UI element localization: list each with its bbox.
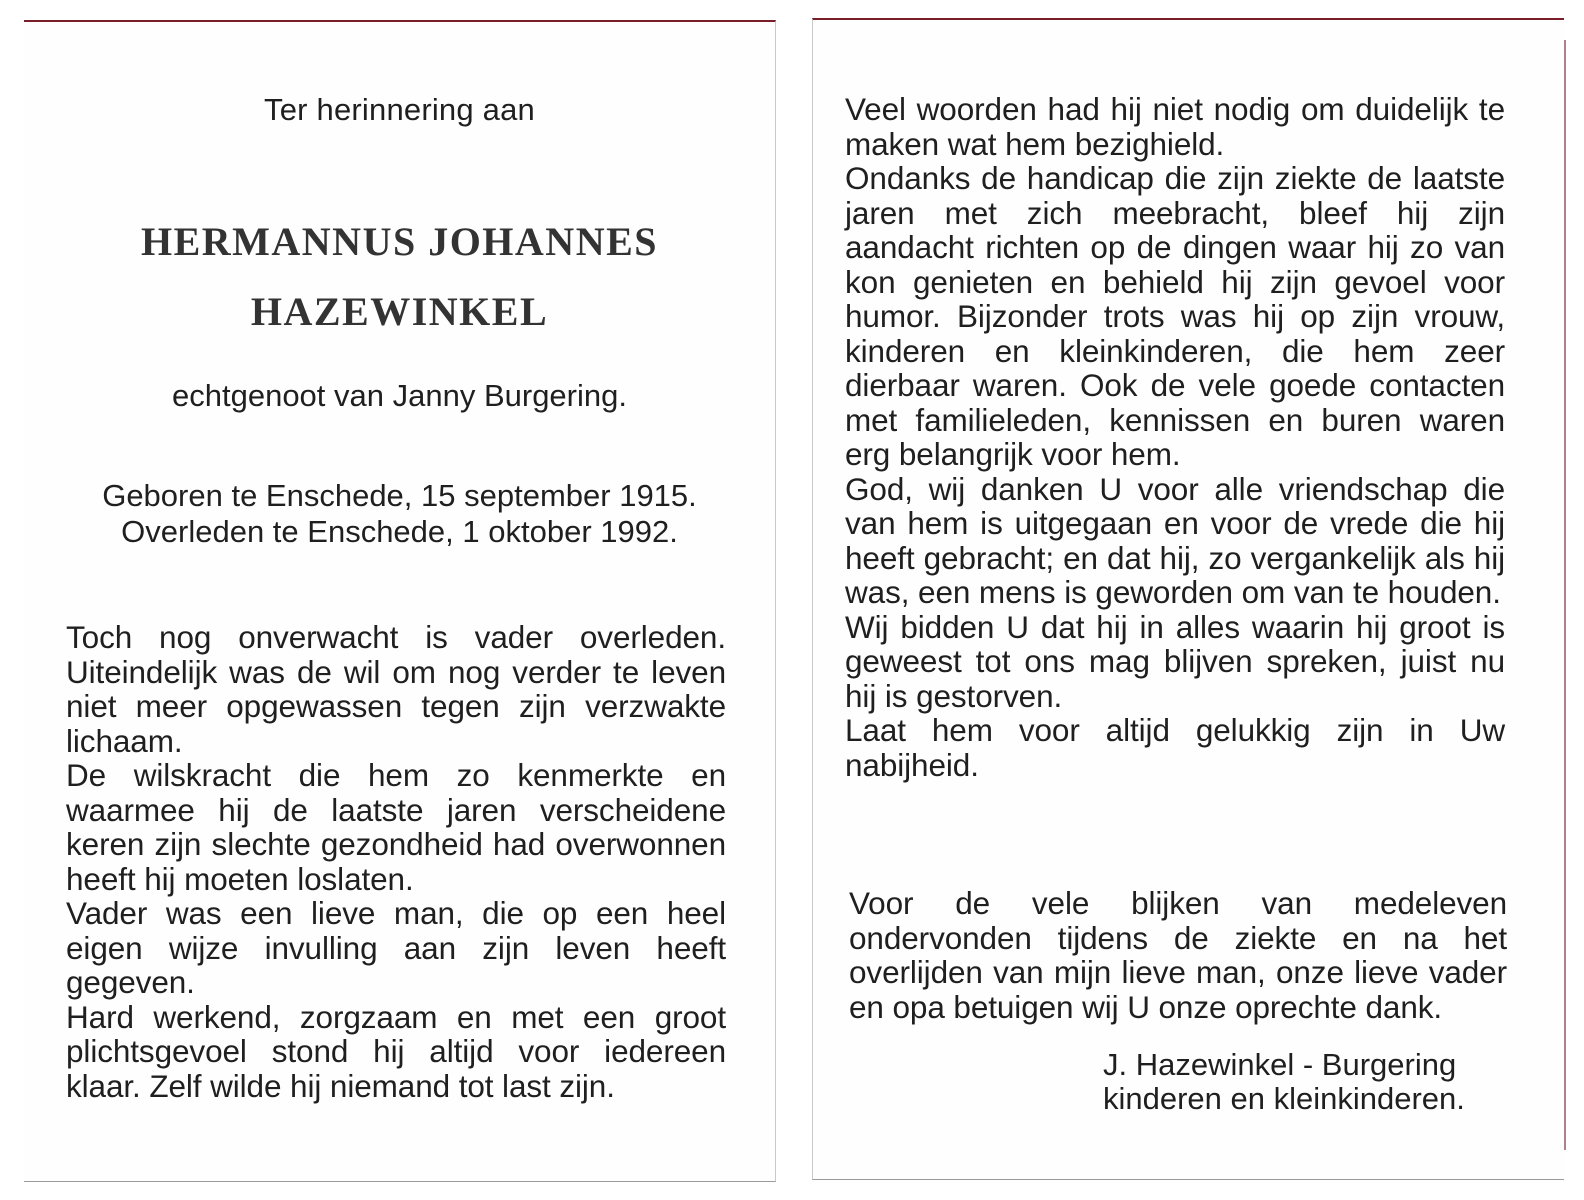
paragraph: Laat hem voor altijd gelukkig zijn in Uw nabijheid.: [845, 712, 1505, 783]
death-line: Overleden te Enschede, 1 oktober 1992.: [121, 514, 678, 549]
paragraph: Voor de vele blijken van medeleven ondervonden tijdens de ziekte en na het overlijden van mijn lieve man, onze lieve vader en opa betuigen wij U onze oprechte dank.: [849, 885, 1507, 1025]
memorial-card-left: [24, 20, 776, 1182]
memorial-card-right: [812, 18, 1564, 1180]
paragraph: De wilskracht die hem zo kenmerkte en waarmee hij de laatste jaren verscheidene keren zijn slechte gezondheid had overwonnen heeft hij moeten loslaten.: [66, 757, 726, 897]
paragraph: God, wij danken U voor alle vriendschap die van hem is uitgegaan en voor de vrede die hij heeft gebracht; en dat hij, zo vergankelijk als hij was, een mens is geworden om van te houden.: [845, 470, 1505, 610]
paragraph: Ondanks de handicap die zijn ziekte de laatste jaren met zich meebracht, bleef hij zijn aandacht richten op de dingen waar hij zo van kon genieten en behield hij zijn gevoel voor humor. Bijzonder trots was hij op zijn vrouw, kinderen en kleinkinderen, die hem zeer dierbaar waren. Ook de vele goede contacten met familieleden, kennissen en buren waren erg belangrijk voor hem.: [845, 160, 1505, 472]
signature-line-1: J. Hazewinkel - Burgering: [1103, 1047, 1457, 1082]
thanks-text: [849, 886, 1507, 1024]
paragraph: Wij bidden U dat hij in alles waarin hij groot is geweest tot ons mag blijven spreken, juist nu hij is gestorven.: [845, 608, 1505, 714]
signature-line-2: kinderen en kleinkinderen.: [1103, 1081, 1465, 1116]
deceased-name: [24, 207, 775, 347]
tribute-text-left: [66, 620, 726, 1103]
paragraph: Vader was een lieve man, die op een heel eigen wijze invulling aan zijn leven heeft gegeven.: [66, 895, 726, 1000]
intro-text: Ter herinnering aan: [264, 92, 535, 127]
paragraph: Hard werkend, zorgzaam en met een groot plichtsgevoel stond hij altijd voor iedereen klaar. Zelf wilde hij niemand tot last zijn.: [66, 998, 726, 1104]
tribute-text-right: [845, 92, 1505, 782]
name-line-1: HERMANNUS JOHANNES: [140, 219, 659, 264]
birth-line: Geboren te Enschede, 15 september 1915.: [102, 478, 697, 513]
spouse-text: echtgenoot van Janny Burgering.: [172, 378, 627, 413]
paragraph: Veel woorden had hij niet nodig om duidelijk te maken wat hem bezighield.: [845, 91, 1505, 162]
paragraph: Toch nog onverwacht is vader overleden. Uiteindelijk was de wil om nog verder te leven niet meer opgewassen tegen zijn verzwakte lichaam.: [66, 619, 726, 759]
life-dates: [24, 478, 775, 550]
name-line-2: HAZEWINKEL: [250, 289, 549, 334]
signature: [1103, 1048, 1523, 1116]
